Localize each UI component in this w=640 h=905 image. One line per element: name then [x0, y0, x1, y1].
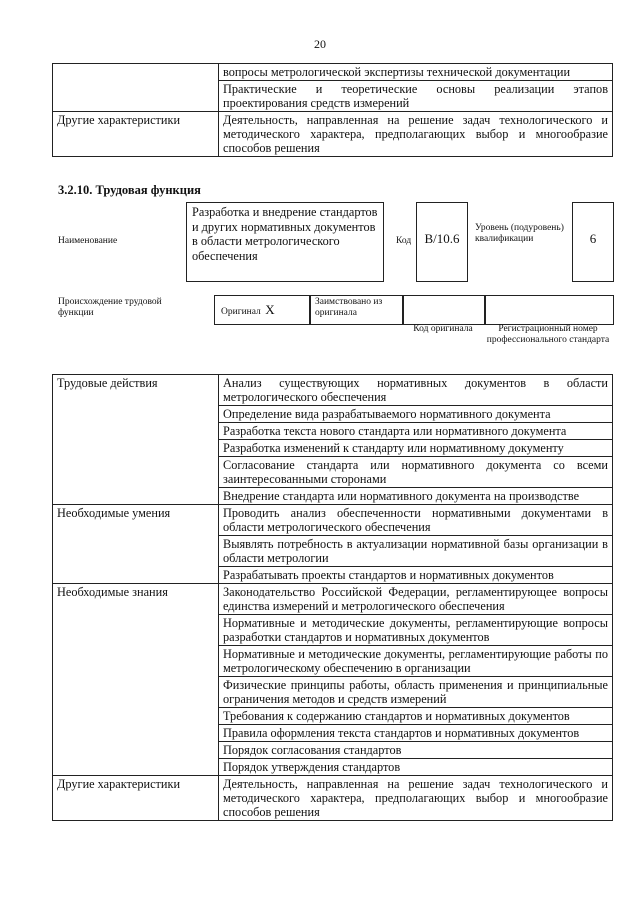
table-cell: Нормативные и методические документы, регламентирующие вопросы разработки стандартов и нормативных документов: [219, 615, 613, 646]
table-row: [53, 64, 613, 81]
original-mark: Х: [265, 302, 275, 317]
table-cell: Законодательство Российской Федерации, регламентирующее вопросы единства измерений и метрологического обеспечения: [219, 584, 613, 615]
page-number: 20: [314, 37, 326, 51]
original-box: [214, 295, 311, 325]
code-value-box: [416, 202, 468, 282]
table-cell: Внедрение стандарта или нормативного документа на производстве: [219, 488, 613, 505]
table-row: [53, 505, 613, 536]
name-value-box: [186, 202, 384, 282]
row-label: Другие характеристики: [53, 112, 219, 157]
table-cell: Разработка изменений к стандарту или нормативному документу: [219, 440, 613, 457]
table-cell: Разработка текста нового стандарта или нормативного документа: [219, 423, 613, 440]
table-cell: Требования к содержанию стандартов и нормативных документов: [219, 708, 613, 725]
table-cell: Проводить анализ обеспеченности нормативными документами в области метрологического обеспечения: [219, 505, 613, 536]
table-cell: Выявлять потребность в актуализации нормативной базы организации в области метрологии: [219, 536, 613, 567]
table-cell: Разрабатывать проекты стандартов и нормативных документов: [219, 567, 613, 584]
table-cell: Деятельность, направленная на решение задач технологического и методического характера, предполагающих выбор и многообразие способов решения: [219, 776, 613, 821]
table-row: [53, 375, 613, 406]
row-label: Необходимые знания: [53, 584, 219, 776]
reg-number-caption: Регистрационный номер профессионального стандарта: [486, 324, 610, 345]
original-label: Оригинал: [221, 307, 261, 317]
table-row: [53, 112, 613, 157]
table-cell: Физические принципы работы, область применения и принципиальные ограничения методов и средств измерений: [219, 677, 613, 708]
table-cell: Порядок согласования стандартов: [219, 742, 613, 759]
table-cell: Определение вида разрабатываемого нормативного документа: [219, 406, 613, 423]
table-cell: Анализ существующих нормативных документов в области метрологического обеспечения: [219, 375, 613, 406]
original-code-caption: Код оригинала: [413, 324, 473, 334]
code-value: В/10.6: [424, 231, 460, 246]
table-row: [53, 584, 613, 615]
table-cell: Согласование стандарта или нормативного документа со всеми заинтересованными сторонами: [219, 457, 613, 488]
row-label: Трудовые действия: [53, 375, 219, 505]
row-label: Необходимые умения: [53, 505, 219, 584]
section-title: 3.2.10. Трудовая функция: [58, 183, 201, 197]
table-row: [53, 776, 613, 821]
table-cell: вопросы метрологической экспертизы технической документации: [219, 64, 613, 81]
table-cell: Нормативные и методические документы, регламентирующие работы по метрологическому обеспечению в организации: [219, 646, 613, 677]
name-value: Разработка и внедрение стандартов и других нормативных документов в области метрологического обеспечения: [192, 205, 378, 263]
name-label: Наименование: [58, 236, 118, 246]
table-cell: Деятельность, направленная на решение задач технологического и методического характера, предполагающих выбор и многообразие способов решения: [219, 112, 613, 157]
table-cell: Порядок утверждения стандартов: [219, 759, 613, 776]
row-label: [53, 64, 219, 112]
table-cell: Правила оформления текста стандартов и нормативных документов: [219, 725, 613, 742]
row-label: Другие характеристики: [53, 776, 219, 821]
continued-table: [52, 63, 613, 157]
code-label: Код: [396, 236, 412, 246]
level-value-box: [572, 202, 614, 282]
level-label: Уровень (подуровень) квалификации: [475, 223, 564, 244]
original-code-box: [402, 295, 486, 325]
function-table: [52, 374, 613, 821]
reg-number-box: [484, 295, 614, 325]
level-value: 6: [589, 231, 597, 246]
borrowed-label: Заимствовано из оригинала: [315, 297, 383, 318]
origin-label: Происхождение трудовой функции: [58, 297, 162, 318]
borrowed-box: [309, 295, 404, 325]
table-cell: Практические и теоретические основы реализации этапов проектирования средств измерений: [219, 81, 613, 112]
